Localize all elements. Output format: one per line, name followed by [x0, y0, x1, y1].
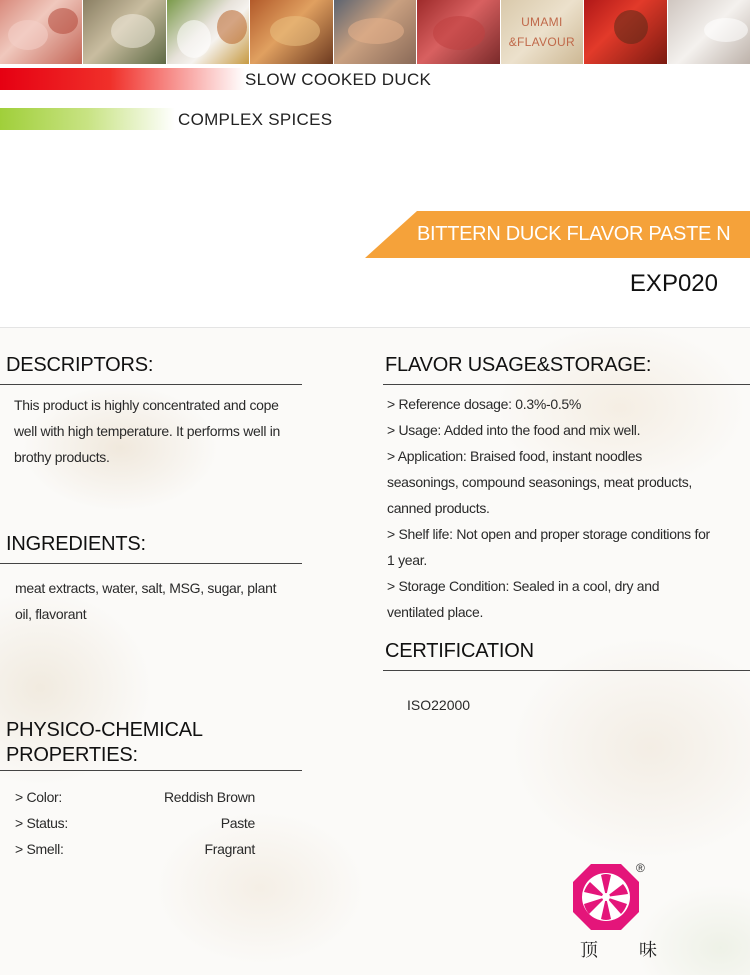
property-value: Reddish Brown [163, 789, 255, 805]
pork-photo [0, 0, 83, 64]
descriptors-rule [0, 384, 302, 385]
property-key: > Smell: [15, 841, 64, 857]
header-photo-strip [0, 0, 750, 64]
usage-rule [383, 384, 750, 385]
usage-heading: FLAVOR USAGE&STORAGE: [385, 354, 652, 376]
beef-photo [417, 0, 500, 64]
certification-value: ISO22000 [407, 697, 471, 713]
sheep-photo [83, 0, 166, 64]
ingredients-heading: INGREDIENTS: [6, 533, 146, 555]
physico-heading: PHYSICO-CHEMICAL PROPERTIES: [6, 719, 203, 766]
ingredients-rule [0, 563, 302, 564]
tag-bar-red [0, 68, 245, 90]
umami-photo [501, 0, 584, 64]
tag-slow-cooked-duck: SLOW COOKED DUCK [245, 70, 432, 89]
usage-text: > Reference dosage: 0.3%-0.5% > Usage: Added into the food and mix well. > Application: Braised food, instant noodles seasonings, compound seasonings, meat products, canned products. > Shelf life: Not open and proper storage conditions for 1 year. > Storage Condition: Sealed in a cool, dry and ventilated place. [387, 396, 710, 620]
property-key: > Status: [15, 815, 68, 831]
property-value: Paste [220, 815, 255, 831]
chili-photo [584, 0, 667, 64]
property-value: Fragrant [204, 841, 255, 857]
certification-heading: CERTIFICATION [385, 640, 534, 662]
ingredients-text: meat extracts, water, salt, MSG, sugar, plant oil, flavorant [15, 580, 277, 622]
physico-rule [0, 770, 302, 771]
grilled-meat-photo [250, 0, 333, 64]
certification-rule [383, 670, 750, 671]
chicken-duck-photo [167, 0, 250, 64]
tag-bar-green [0, 108, 175, 130]
registered-mark: ® [636, 861, 645, 875]
property-row-smell [15, 836, 255, 862]
property-key: > Color: [15, 789, 63, 805]
property-row-color [15, 784, 255, 810]
logo-text: 顶 味 [580, 940, 676, 960]
tag-complex-spices: COMPLEX SPICES [178, 110, 333, 129]
descriptors-heading: DESCRIPTORS: [6, 354, 154, 376]
product-name: BITTERN DUCK FLAVOR PASTE N [417, 223, 731, 245]
seafood-photo [334, 0, 417, 64]
property-row-status [15, 810, 255, 836]
product-code: EXP020 [629, 270, 718, 297]
descriptors-text: This product is highly concentrated and cope well with high temperature. It performs well in brothy products. [14, 397, 281, 465]
spice-powder-photo [668, 0, 750, 64]
umami-label: UMAMI &FLAVOUR [508, 15, 575, 49]
